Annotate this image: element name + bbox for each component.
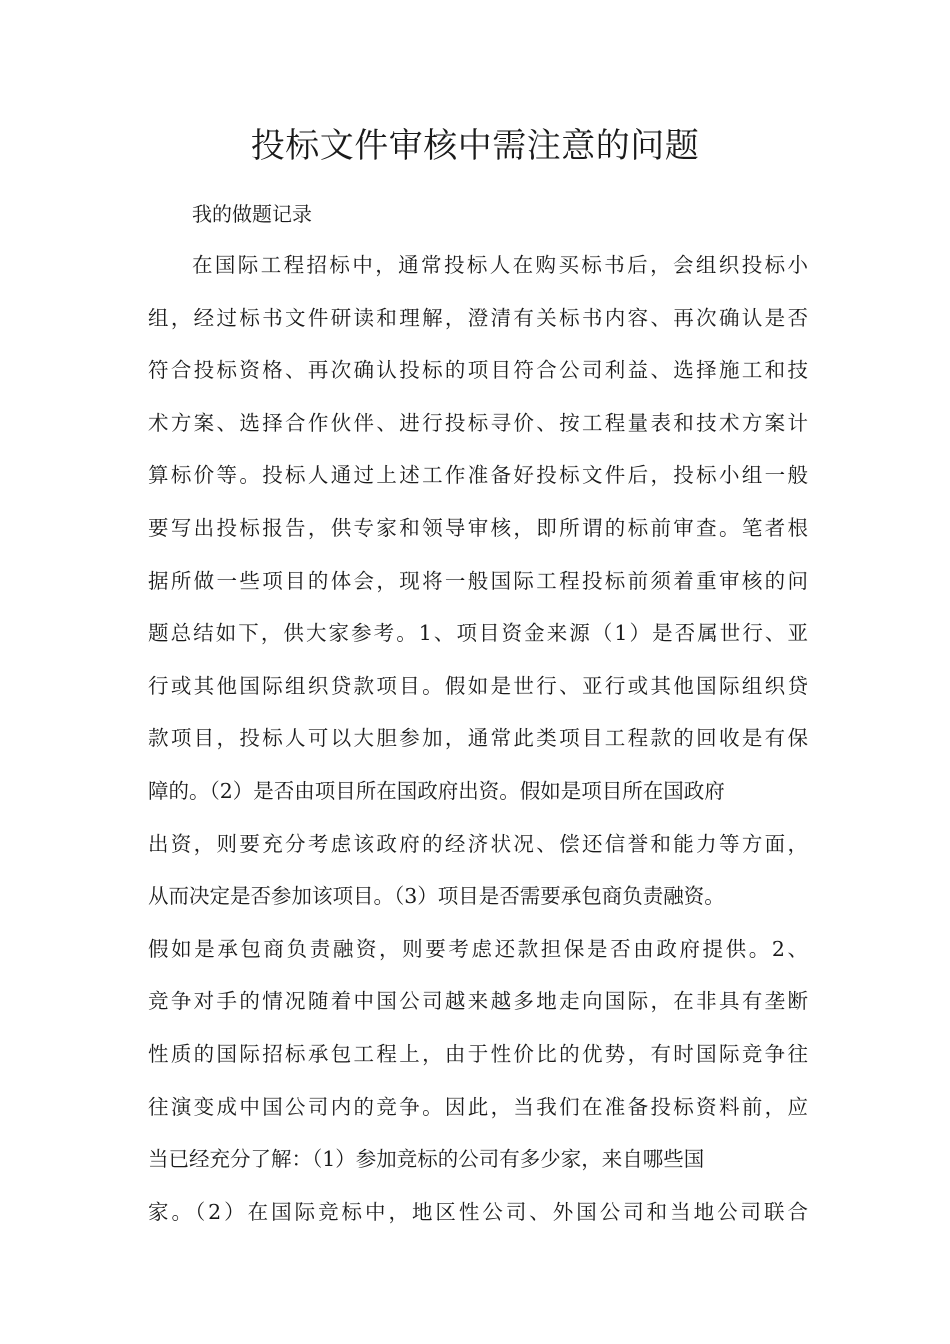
body-line: 题总结如下，供大家参考。1、项目资金来源（1）是否属世行、亚 (148, 621, 808, 646)
body-line: 符合投标资格、再次确认投标的项目符合公司利益、选择施工和技 (148, 358, 808, 383)
document-subtitle: 我的做题记录 (192, 202, 312, 226)
document-title: 投标文件审核中需注意的问题 (250, 126, 700, 166)
body-line: 往演变成中国公司内的竞争。因此，当我们在准备投标资料前，应 (148, 1094, 808, 1119)
body-line: 性质的国际招标承包工程上，由于性价比的优势，有时国际竞争往 (148, 1041, 808, 1066)
body-line: 术方案、选择合作伙伴、进行投标寻价、按工程量表和技术方案计 (148, 410, 808, 435)
body-line: 从而决定是否参加该项目。（3）项目是否需要承包商负责融资。 (148, 884, 725, 909)
body-line: 竞争对手的情况随着中国公司越来越多地走向国际，在非具有垄断 (148, 989, 808, 1014)
body-line: 假如是承包商负责融资，则要考虑还款担保是否由政府提供。2、 (148, 936, 808, 961)
body-line: 算标价等。投标人通过上述工作准备好投标文件后，投标小组一般 (148, 463, 808, 488)
body-line: 行或其他国际组织贷款项目。假如是世行、亚行或其他国际组织贷 (148, 673, 808, 698)
body-line: 款项目，投标人可以大胆参加，通常此类项目工程款的回收是有保 (148, 726, 808, 751)
body-line: 在国际工程招标中，通常投标人在购买标书后，会组织投标小 (192, 253, 808, 277)
body-line: 当已经充分了解：（1）参加竞标的公司有多少家，来自哪些国 (148, 1147, 705, 1172)
body-line: 障的。（2）是否由项目所在国政府出资。假如是项目所在国政府 (148, 778, 725, 803)
body-line: 出资，则要充分考虑该政府的经济状况、偿还信誉和能力等方面， (148, 831, 808, 856)
body-line: 据所做一些项目的体会，现将一般国际工程投标前须着重审核的问 (148, 568, 808, 593)
body-text (148, 242, 808, 1241)
body-line: 要写出投标报告，供专家和领导审核，即所谓的标前审查。笔者根 (148, 515, 808, 540)
body-line: 组，经过标书文件研读和理解，澄清有关标书内容、再次确认是否 (148, 305, 808, 330)
body-line: 家。（2）在国际竞标中，地区性公司、外国公司和当地公司联合 (148, 1199, 808, 1224)
